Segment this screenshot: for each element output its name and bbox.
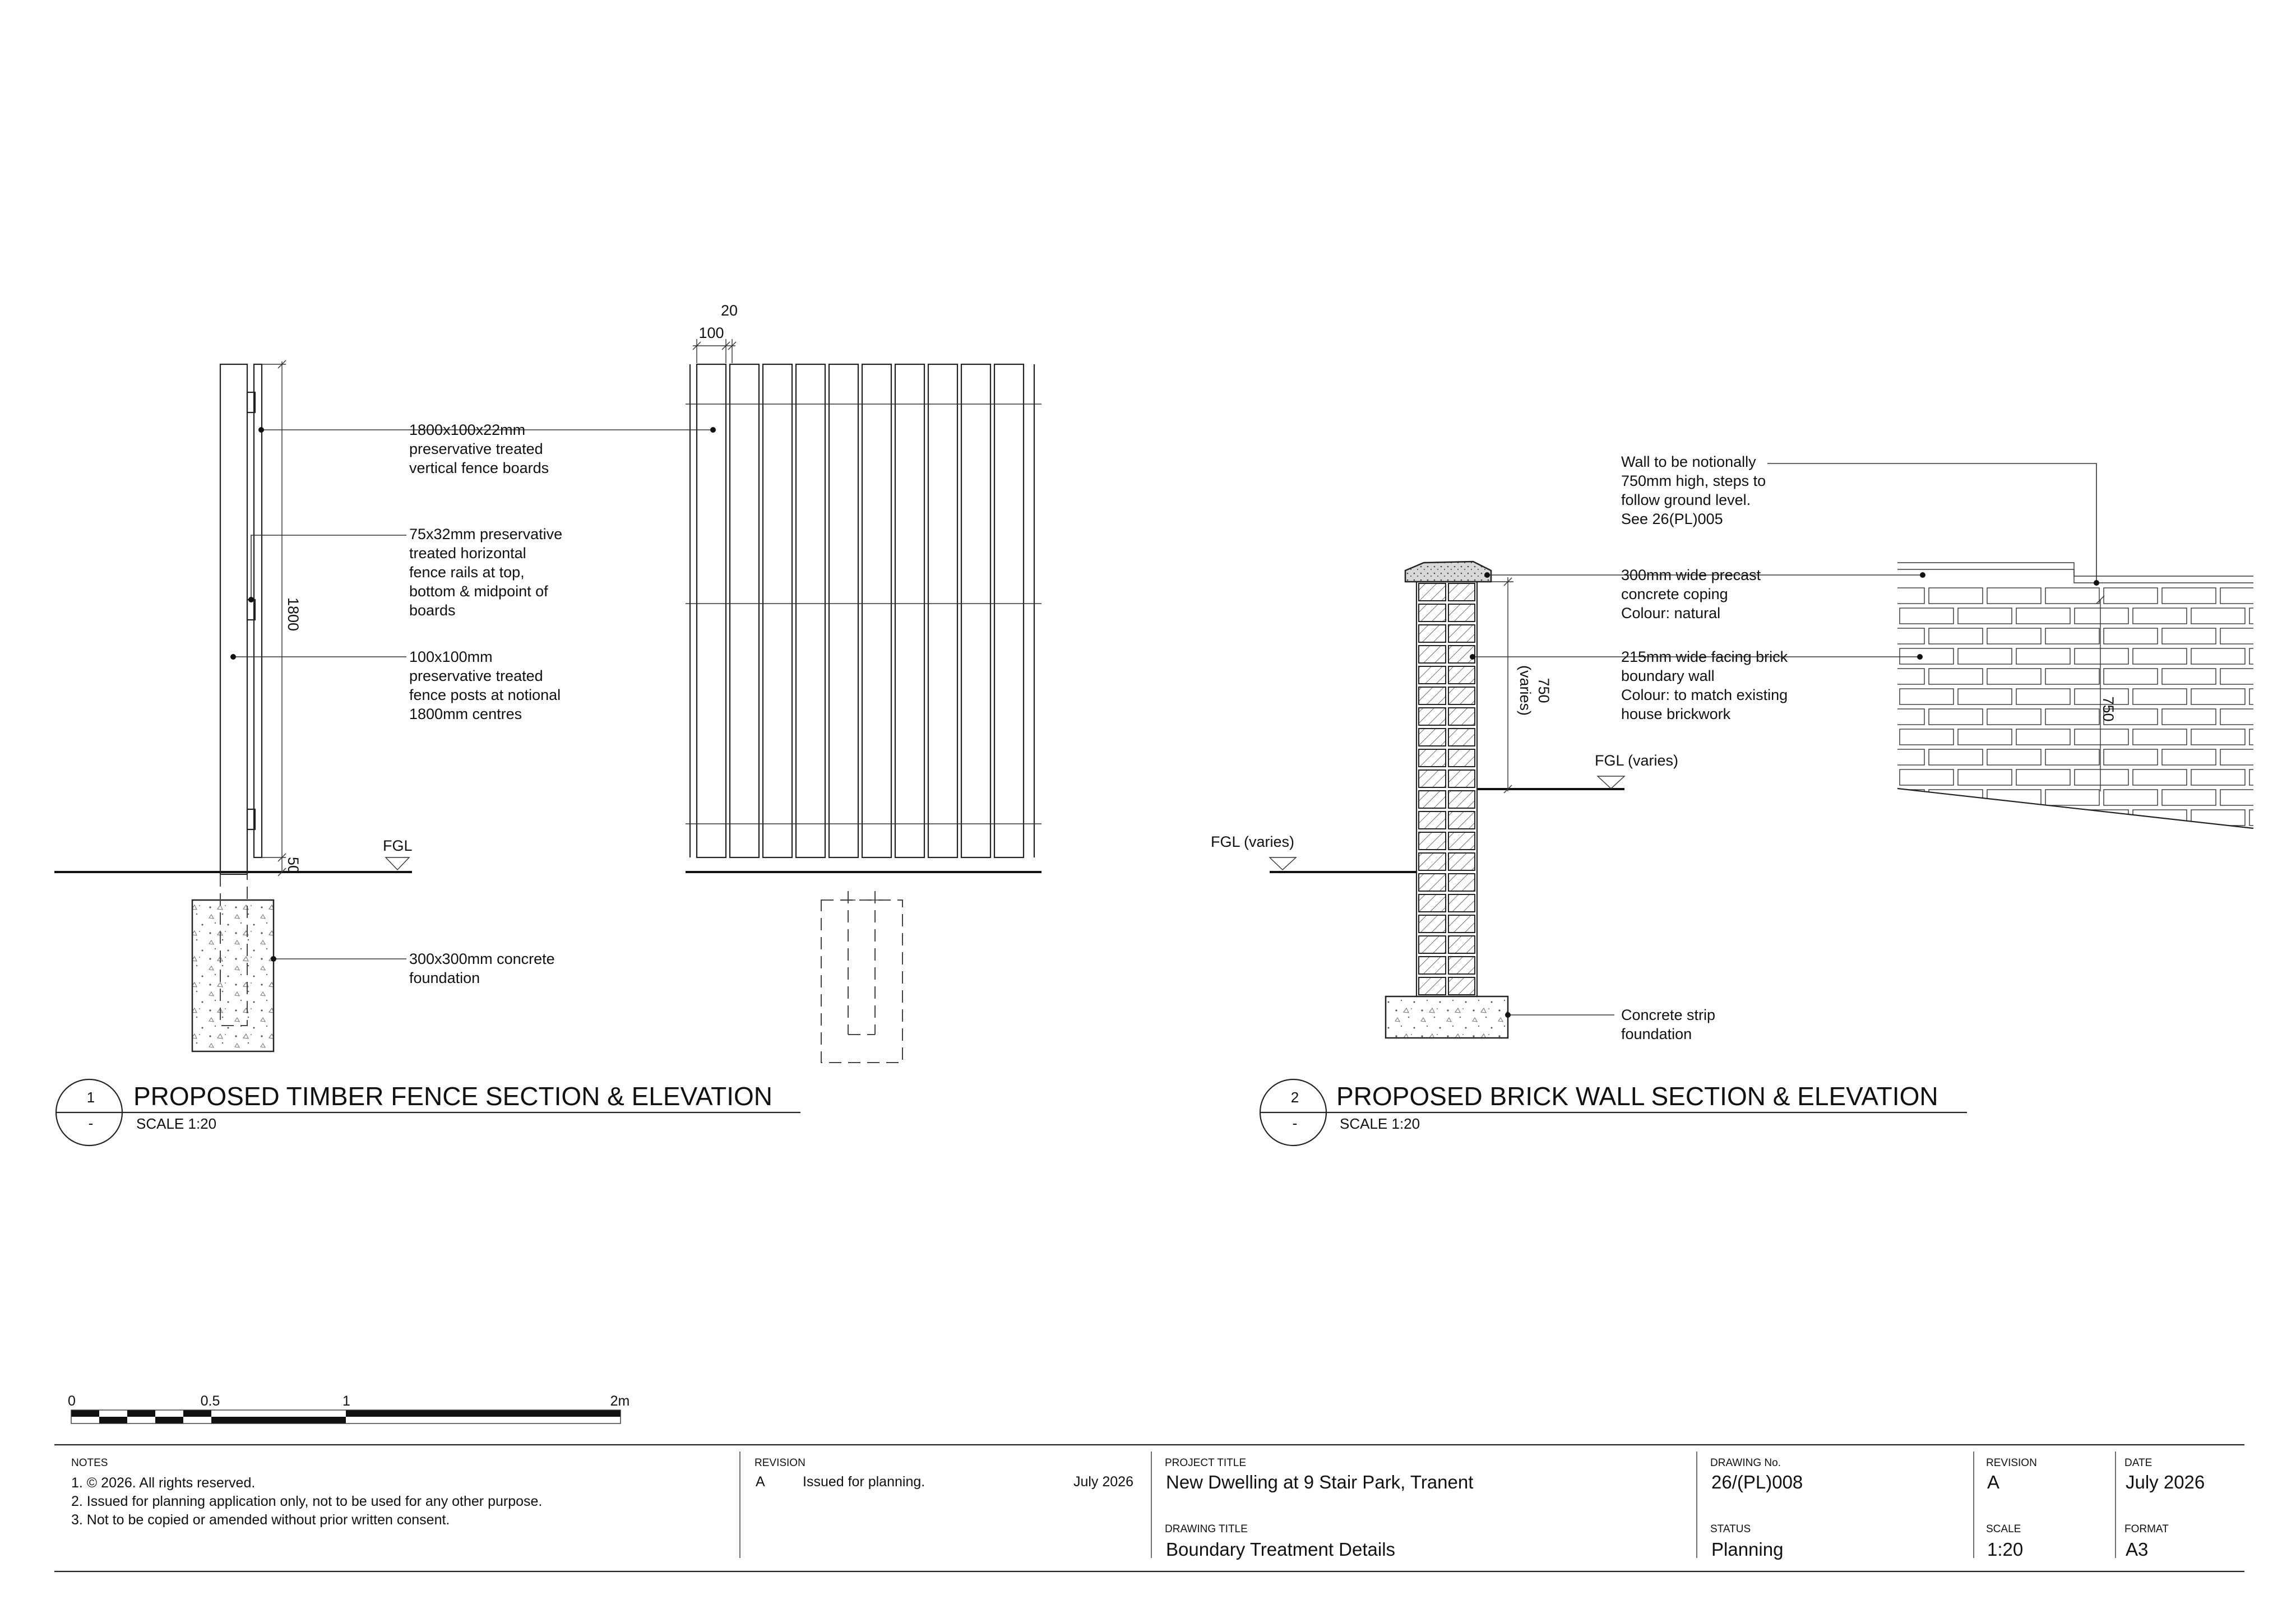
fence-ground-gap-dimension: 50 (285, 856, 302, 874)
wall-brick-courses (1419, 583, 1475, 995)
date-label: DATE (2124, 1457, 2152, 1469)
svg-text:75x32mm preservative: 75x32mm preservative (409, 526, 563, 542)
svg-text:Colour: natural: Colour: natural (1621, 605, 1721, 622)
svg-text:treated horizontal: treated horizontal (409, 545, 526, 562)
scale-label-2: 2m (610, 1393, 630, 1409)
wall-elevation-drawing (1871, 563, 2296, 846)
drawing-no: 26/(PL)008 (1711, 1472, 1803, 1492)
scale-label-0: 0 (68, 1393, 76, 1409)
fence-boards (690, 364, 1034, 857)
fence-board-width-dimension: 100 (698, 324, 724, 341)
wall-section-height-dimension: 750 (1535, 678, 1552, 703)
svg-text:preservative treated: preservative treated (409, 440, 543, 457)
wall-note-foundation (1621, 1007, 1715, 1042)
fence-fgl-label: FGL (383, 837, 413, 854)
revision-label: REVISION (754, 1457, 806, 1469)
fence-board (895, 364, 924, 857)
wall-elevation-bricks (1871, 588, 2296, 846)
scale-bar (68, 1393, 629, 1423)
wall-section-height-note: (varies) (1517, 665, 1534, 716)
svg-text:Wall to be notionally: Wall to be notionally (1621, 453, 1756, 470)
svg-text:boundary wall: boundary wall (1621, 667, 1715, 684)
svg-text:bottom & midpoint of: bottom & midpoint of (409, 583, 548, 600)
fence-height-dimension: 1800 (285, 597, 302, 632)
fence-board (730, 364, 759, 857)
project-title-label: PROJECT TITLE (1165, 1457, 1246, 1469)
svg-text:foundation: foundation (1621, 1026, 1692, 1042)
fence-rails-elevation (686, 404, 1041, 824)
title-2-text: PROPOSED BRICK WALL SECTION & ELEVATION (1336, 1082, 1938, 1111)
title-1-sheet: - (88, 1115, 94, 1132)
drawing-title: Boundary Treatment Details (1166, 1539, 1396, 1560)
title-2-sheet: - (1292, 1115, 1298, 1132)
fence-board-gap-dimension: 20 (720, 302, 738, 319)
fence-note-rails (409, 526, 562, 619)
rev-label: REVISION (1986, 1457, 2037, 1469)
wall-fgl-left: FGL (varies) (1211, 833, 1295, 850)
scale-label: SCALE (1986, 1523, 2021, 1535)
drawing-title-label: DRAWING TITLE (1165, 1523, 1248, 1535)
format-label: FORMAT (2124, 1523, 2169, 1535)
svg-text:fence rails at top,: fence rails at top, (409, 564, 525, 581)
svg-text:100x100mm: 100x100mm (409, 648, 493, 665)
wall-coping (1405, 562, 1491, 582)
fence-board (697, 364, 726, 857)
wall-fgl-right: FGL (varies) (1595, 752, 1679, 769)
fence-note-posts (409, 648, 561, 722)
title-1-text: PROPOSED TIMBER FENCE SECTION & ELEVATION (133, 1082, 772, 1111)
fence-post (220, 364, 247, 874)
revision-entry-desc: Issued for planning. (803, 1474, 925, 1490)
title-2-scale: SCALE 1:20 (1340, 1115, 1420, 1132)
wall-note-brick (1621, 648, 1788, 722)
rev-value: A (1987, 1472, 2000, 1492)
note-3: 3. Not to be copied or amended without prior written consent. (71, 1512, 450, 1528)
fence-concrete-foundation (192, 900, 274, 1051)
svg-text:boards: boards (409, 602, 456, 619)
svg-text:fence posts at notional: fence posts at notional (409, 687, 561, 703)
title-1-scale: SCALE 1:20 (136, 1115, 217, 1132)
svg-text:Colour: to match existing: Colour: to match existing (1621, 687, 1788, 703)
svg-text:foundation: foundation (409, 970, 480, 986)
project-title: New Dwelling at 9 Stair Park, Tranent (1166, 1472, 1474, 1492)
scale-value: 1:20 (1987, 1539, 2024, 1560)
note-1: 1. © 2026. All rights reserved. (71, 1475, 256, 1491)
svg-text:follow ground level.: follow ground level. (1621, 491, 1751, 508)
title-block (54, 1445, 2244, 1571)
fence-note-foundation (409, 950, 555, 986)
fence-board (829, 364, 858, 857)
revision-entry-rev: A (756, 1474, 765, 1490)
title-2-number: 2 (1290, 1089, 1299, 1106)
fence-elevation-drawing (686, 302, 1041, 1063)
svg-text:1800x100x22mm: 1800x100x22mm (409, 421, 526, 438)
svg-text:300mm wide precast: 300mm wide precast (1621, 567, 1761, 583)
format-value: A3 (2126, 1539, 2149, 1560)
svg-text:1800mm centres: 1800mm centres (409, 706, 522, 722)
svg-text:preservative treated: preservative treated (409, 667, 543, 684)
wall-note-height (1621, 453, 1766, 527)
scale-label-1: 1 (342, 1393, 350, 1409)
fence-board (994, 364, 1024, 857)
wall-elevation-height-dimension: 750 (2100, 696, 2117, 722)
svg-text:vertical fence boards: vertical fence boards (409, 460, 549, 476)
svg-text:Concrete strip: Concrete strip (1621, 1007, 1716, 1023)
note-2: 2. Issued for planning application only, not to be used for any other purpose. (71, 1494, 543, 1509)
title-1-number: 1 (86, 1089, 95, 1106)
status-value: Planning (1711, 1539, 1784, 1560)
wall-brick-outline (1417, 582, 1477, 996)
drawing-title-1 (56, 1079, 800, 1146)
drawing-title-2 (1260, 1079, 1967, 1146)
fence-elevation-foundation (821, 900, 902, 1063)
scale-label-half: 0.5 (200, 1393, 220, 1409)
svg-text:750mm high, steps to: 750mm high, steps to (1621, 472, 1766, 489)
date-value: July 2026 (2126, 1472, 2205, 1492)
fence-board (961, 364, 990, 857)
status-label: STATUS (1710, 1523, 1751, 1535)
svg-text:See 26(PL)005: See 26(PL)005 (1621, 511, 1723, 527)
revision-entry-date: July 2026 (1073, 1474, 1133, 1490)
svg-text:house brickwork: house brickwork (1621, 706, 1731, 722)
wall-elevation-ground-line (1897, 789, 2253, 828)
notes-label: NOTES (71, 1457, 108, 1469)
fence-board (862, 364, 891, 857)
wall-leaders (1470, 463, 2099, 1018)
wall-section-drawing (1211, 562, 1678, 1038)
fence-board (928, 364, 957, 857)
svg-text:300x300mm concrete: 300x300mm concrete (409, 950, 555, 967)
fence-board (763, 364, 792, 857)
wall-note-coping (1621, 567, 1761, 622)
wall-strip-foundation (1386, 996, 1508, 1038)
drawing-no-label: DRAWING No. (1710, 1457, 1781, 1469)
svg-text:215mm wide facing brick: 215mm wide facing brick (1621, 648, 1788, 665)
fence-section-drawing (54, 360, 413, 1051)
svg-text:concrete coping: concrete coping (1621, 586, 1728, 602)
fence-board (796, 364, 825, 857)
